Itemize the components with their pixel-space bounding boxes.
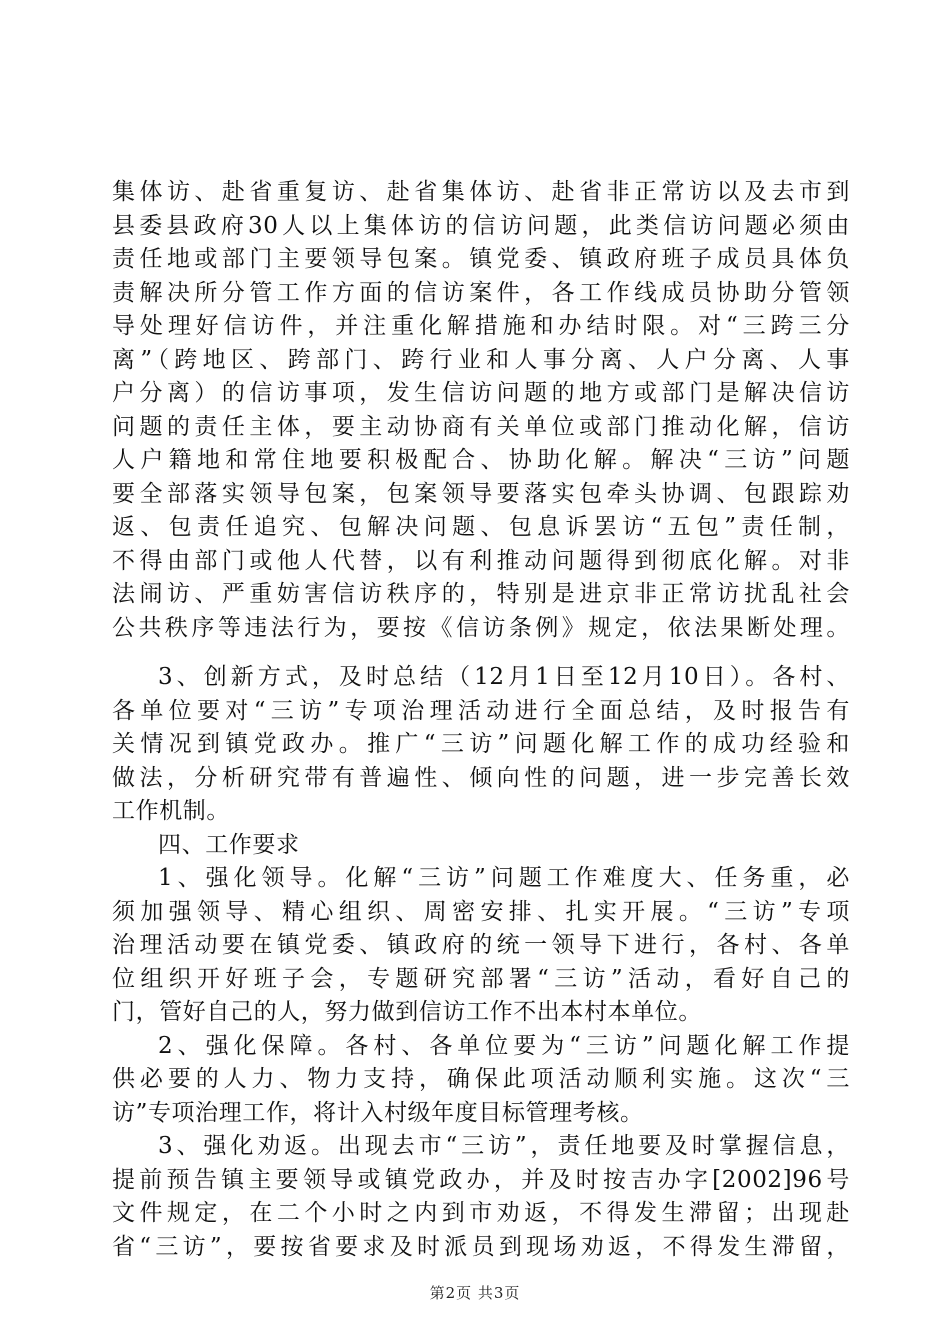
text-line: 3、强化劝返。出现去市“三访”，责任地要及时掌握信息， [158,1133,850,1159]
text-line: 公共秩序等违法行为，要按《信访条例》规定，依法果断处理。 [112,614,850,641]
text-line: 各单位要对“三访”专项治理活动进行全面总结，及时报告有 [112,697,850,724]
page-number-footer: 第2页 共3页 [429,1284,521,1302]
text-line: 集体访、赴省重复访、赴省集体访、赴省非正常访以及去市到 [112,179,850,205]
text-line: 文件规定，在二个小时之内到市劝返，不得发生滞留；出现赴 [112,1200,850,1226]
text-line: 做法，分析研究带有普遍性、倾向性的问题，进一步完善长效 [112,764,850,791]
text-line: 县委县政府30人以上集体访的信访问题，此类信访问题必须由 [112,212,850,239]
text-line: 返、包责任追究、包解决问题、包息诉罢访“五包”责任制， [112,514,850,540]
text-line: 访”专项治理工作，将计入村级年度目标管理考核。 [112,1099,644,1126]
text-line: 工作机制。 [112,798,230,824]
text-line: 省“三访”，要按省要求及时派员到现场劝返，不得发生滞留， [112,1233,850,1260]
text-line: 人户籍地和常住地要积极配合、协助化解。解决“三访”问题 [112,447,850,473]
text-line: 关情况到镇党政办。推广“三访”问题化解工作的成功经验和 [112,731,850,757]
text-line: 供必要的人力、物力支持，确保此项活动顺利实施。这次“三 [112,1066,850,1092]
document-body [112,176,850,1264]
text-line: 责解决所分管工作方面的信访案件，各工作线成员协助分管领 [112,279,850,306]
section-heading: 四、工作要求 [158,831,300,858]
text-line: 治理活动要在镇党委、镇政府的统一领导下进行，各村、各单 [112,932,850,958]
text-line: 问题的责任主体，要主动协商有关单位或部门推动化解，信访 [112,413,850,440]
text-line: 责任地或部门主要领导包案。镇党委、镇政府班子成员具体负 [112,246,850,272]
text-line: 2、强化保障。各村、各单位要为“三访”问题化解工作提 [158,1032,850,1059]
text-line: 1、强化领导。化解“三访”问题工作难度大、任务重，必 [158,865,850,891]
text-line: 3、创新方式，及时总结（12月1日至12月10日）。各村、 [158,664,850,690]
text-line: 导处理好信访件，并注重化解措施和办结时限。对“三跨三分 [112,313,850,339]
text-line: 须加强领导、精心组织、周密安排、扎实开展。“三访”专项 [112,898,850,925]
paragraph-gap [112,645,850,661]
paragraph-petition-responsibility [112,176,850,645]
paragraph-strengthen-support [112,1030,850,1131]
text-line: 提前预告镇主要领导或镇党政办，并及时按吉办字[2002]96号 [112,1166,850,1193]
text-line: 要全部落实领导包案，包案领导要落实包牵头协调、包跟踪劝 [112,480,850,507]
text-line: 离”（跨地区、跨部门、跨行业和人事分离、人户分离、人事 [112,346,850,373]
text-line: 法闹访、严重妨害信访秩序的，特别是进京非正常访扰乱社会 [112,581,850,607]
text-line: 户分离）的信访事项，发生信访问题的地方或部门是解决信访 [112,380,850,406]
text-line: 不得由部门或他人代替，以有利推动问题得到彻底化解。对非 [112,547,850,574]
paragraph-strengthen-leadership [112,862,850,1030]
paragraph-innovation-summary [112,661,850,829]
paragraph-strengthen-persuasion [112,1130,850,1264]
text-line: 门，管好自己的人，努力做到信访工作不出本村本单位。 [112,999,702,1025]
text-line: 位组织开好班子会，专题研究部署“三访”活动，看好自己的 [112,965,850,992]
